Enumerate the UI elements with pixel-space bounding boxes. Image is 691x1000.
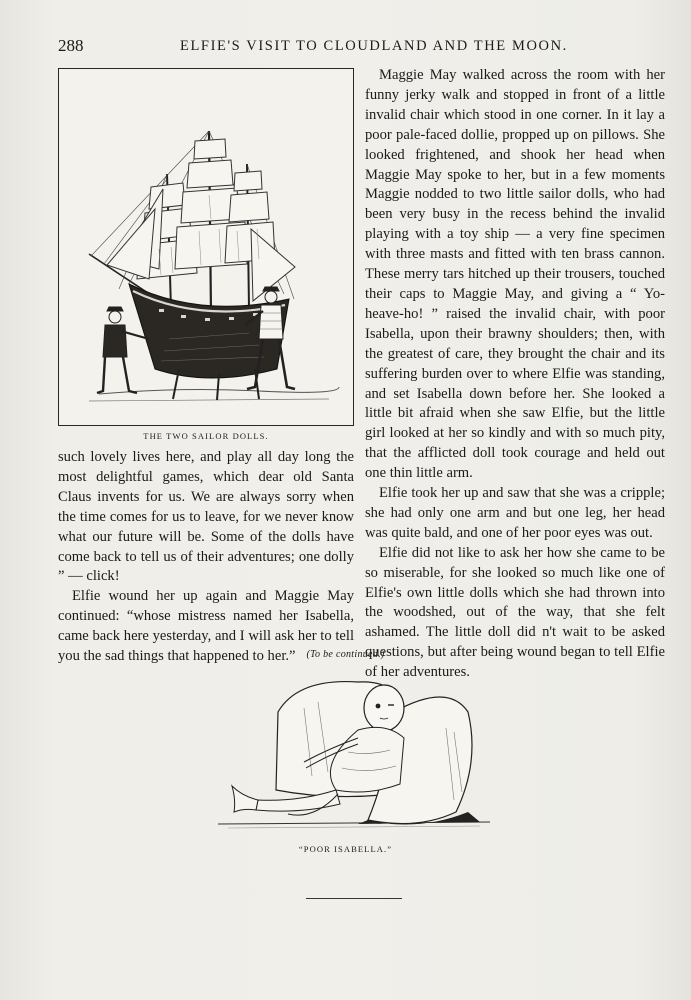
ship-illustration bbox=[58, 68, 354, 426]
ship-illustration-icon bbox=[59, 69, 353, 425]
doll-illustration bbox=[218, 672, 490, 832]
figure-caption: THE TWO SAILOR DOLLS. bbox=[143, 431, 269, 441]
left-column bbox=[58, 448, 354, 667]
running-title: ELFIE'S VISIT TO CLOUDLAND AND THE MOON. bbox=[180, 38, 568, 54]
running-head bbox=[58, 36, 663, 60]
end-rule bbox=[306, 898, 402, 899]
paragraph: Elfie did not like to ask her how she came to be so miserable, for she looked so much like one of Elfie's own little dolls which she had thrown into the woodshed, out of the way, that she felt ashamed. The little doll did n't wait to be asked questions, but after being wound began to tell Elfie of her adventures. bbox=[365, 544, 665, 681]
paragraph: such lovely lives here, and play all day long the most delightful games, which dear old Santa Claus invents for us. We are always sorry when the time comes for us to leave, for we never know what our future will be. Some of the dolls have come back to tell us of their adventures; one dolly ” — click! bbox=[58, 449, 354, 585]
figure-caption: “POOR ISABELLA.” bbox=[298, 844, 393, 854]
page-number: 288 bbox=[58, 36, 84, 55]
doll-illustration-icon bbox=[218, 672, 490, 832]
to-be-continued: (To be continued.) bbox=[306, 649, 385, 660]
paragraph: Elfie wound her up again and Maggie May continued: “whose mistress named her Isabella, came back here yesterday, and I will ask her to tell you the sad things that happened to her.” bbox=[58, 588, 354, 665]
paragraph: Maggie May walked across the room with her funny jerky walk and stopped in front of a little invalid chair which stood in one corner. In it lay a poor pale-faced dollie, propped up on pillows. She looked frightened, and shook her head when Maggie May spoke to her, but in a few moments Maggie nodded to two little sailor dolls, who had been very busy in the recess behind the invalid playing with a toy ship — a very fine specimen with three masts and fitted with ten brass cannon. These merry tars hitched up their trousers, touched their caps to Maggie May, and giving a “ Yo-heave-ho! ” raised the invalid chair, with poor Isabella, upon their brawny shoulders; then, with the greatest of care, they brought the chair and its suffering burden over to where Elfie was standing, and set Isabella down before her. She looked a little bit afraid when she saw Elfie, but the little girl looked at her so kindly and with so much pity, that the afflicted doll took courage and held out one thin little arm. bbox=[365, 67, 665, 482]
right-column bbox=[365, 66, 665, 683]
paragraph: Elfie took her up and saw that she was a cripple; she had only one arm and but one leg, her head was quite bald, and one of her poor eyes was out. bbox=[365, 485, 665, 541]
